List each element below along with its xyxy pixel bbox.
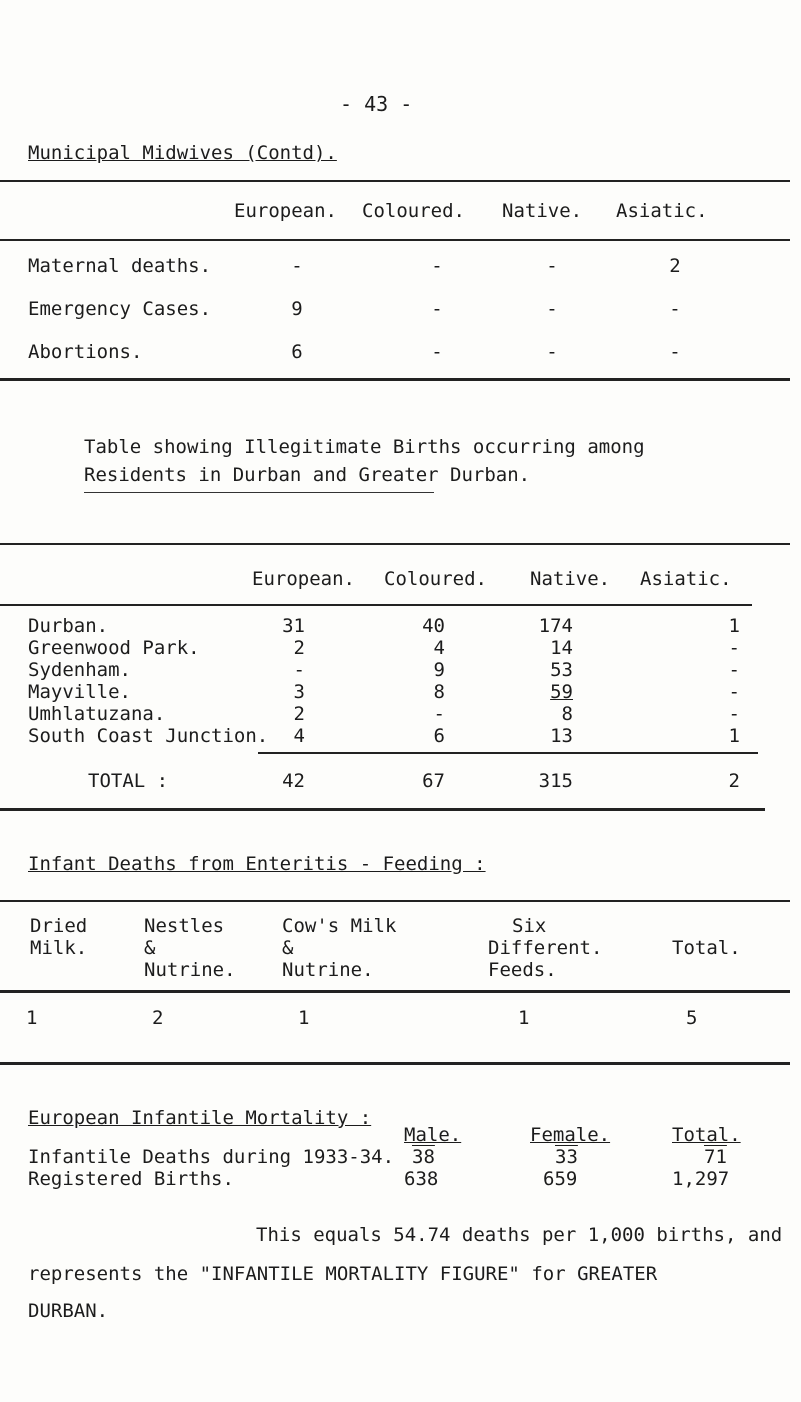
divider xyxy=(0,604,752,606)
cell: 5 xyxy=(686,1007,698,1029)
row-label: Greenwood Park. xyxy=(28,637,200,659)
cell: - xyxy=(431,298,443,320)
midwives-col-native: Native. xyxy=(502,200,583,222)
cell: - xyxy=(546,255,558,277)
col-dried-milk: Dried Milk. xyxy=(30,915,88,959)
cell: 6 xyxy=(433,725,445,747)
cell: 59 xyxy=(550,681,573,703)
cell: 174 xyxy=(538,615,573,637)
midwives-col-asiatic: Asiatic. xyxy=(616,200,708,222)
divider xyxy=(0,990,790,993)
cell: - xyxy=(728,659,740,681)
cell: 2 xyxy=(728,770,740,792)
closing-line-3: DURBAN. xyxy=(28,1300,109,1322)
cell: 1 xyxy=(26,1007,38,1029)
cell: 71 xyxy=(704,1146,727,1168)
cell: - xyxy=(546,341,558,363)
cell: - xyxy=(728,681,740,703)
closing-line-2: represents the "INFANTILE MORTALITY FIGURE" for GREATER xyxy=(28,1263,658,1285)
illegitimate-col-european: European. xyxy=(252,568,355,590)
cell: 42 xyxy=(282,770,305,792)
cell: 2 xyxy=(293,637,305,659)
cell: 1 xyxy=(518,1007,530,1029)
divider xyxy=(0,239,790,241)
cell: 3 xyxy=(293,681,305,703)
mortality-col-male: Male. xyxy=(404,1124,462,1146)
cell: 2 xyxy=(669,255,681,277)
cell: - xyxy=(728,637,740,659)
cell: - xyxy=(433,703,445,725)
cell: 2 xyxy=(152,1007,164,1029)
cell: - xyxy=(669,298,681,320)
row-label: Abortions. xyxy=(28,341,143,363)
cell: - xyxy=(291,255,303,277)
illegitimate-col-native: Native. xyxy=(530,568,611,590)
row-label: Sydenham. xyxy=(28,659,131,681)
illegitimate-col-coloured: Coloured. xyxy=(384,568,487,590)
cell: - xyxy=(293,659,305,681)
cell: - xyxy=(546,298,558,320)
cell: 13 xyxy=(550,725,573,747)
page-number: - 43 - xyxy=(340,92,413,116)
cell: 1,297 xyxy=(672,1168,730,1190)
cell: - xyxy=(431,341,443,363)
illegitimate-col-asiatic: Asiatic. xyxy=(640,568,732,590)
cell: - xyxy=(669,341,681,363)
cell: 53 xyxy=(550,659,573,681)
midwives-col-coloured: Coloured. xyxy=(362,200,465,222)
row-label: Emergency Cases. xyxy=(28,298,212,320)
divider xyxy=(0,1062,790,1065)
cell: 40 xyxy=(422,615,445,637)
totals-underline xyxy=(258,752,758,754)
cell: 67 xyxy=(422,770,445,792)
midwives-heading: Municipal Midwives (Contd). xyxy=(28,142,337,164)
col-total: Total. xyxy=(672,937,741,959)
midwives-col-european: European. xyxy=(234,200,337,222)
mortality-col-total: Total. xyxy=(672,1124,741,1146)
col-cows-milk-nutrine: Cow's Milk & Nutrine. xyxy=(282,915,397,981)
cell: 9 xyxy=(433,659,445,681)
cell: 8 xyxy=(433,681,445,703)
divider xyxy=(0,900,790,902)
cell: 6 xyxy=(291,341,303,363)
cell: 659 xyxy=(543,1168,578,1190)
enteritis-heading: Infant Deaths from Enteritis - Feeding : xyxy=(28,853,486,875)
cell: 33 xyxy=(555,1146,578,1168)
mortality-col-female: Female. xyxy=(530,1124,611,1146)
row-label: Registered Births. xyxy=(28,1168,234,1190)
cell: 38 xyxy=(412,1146,435,1168)
row-label: South Coast Junction. xyxy=(28,725,269,747)
divider xyxy=(0,378,790,381)
title-underline xyxy=(84,492,434,493)
cell: - xyxy=(431,255,443,277)
col-nestles-nutrine: Nestles & Nutrine. xyxy=(144,915,236,981)
divider xyxy=(0,808,765,811)
cell: 1 xyxy=(728,615,740,637)
cell: 1 xyxy=(298,1007,310,1029)
row-label: Umhlatuzana. xyxy=(28,703,166,725)
row-label: Durban. xyxy=(28,615,109,637)
row-label: Maternal deaths. xyxy=(28,255,212,277)
closing-line-1: This equals 54.74 deaths per 1,000 births, and xyxy=(256,1224,783,1246)
cell: 4 xyxy=(433,637,445,659)
cell: 8 xyxy=(561,703,573,725)
mortality-heading: European Infantile Mortality : xyxy=(28,1107,372,1129)
cell: 638 xyxy=(404,1168,439,1190)
illegitimate-title-line1: Table showing Illegitimate Births occurring among xyxy=(84,436,645,458)
col-six-different-feeds: Six Different. Feeds. xyxy=(488,915,603,981)
cell: 14 xyxy=(550,637,573,659)
divider xyxy=(0,180,790,182)
cell: 4 xyxy=(293,725,305,747)
cell: 2 xyxy=(293,703,305,725)
divider xyxy=(0,543,790,545)
cell: 31 xyxy=(282,615,305,637)
cell: 1 xyxy=(728,725,740,747)
cell: - xyxy=(728,703,740,725)
cell: 315 xyxy=(538,770,573,792)
row-label: Mayville. xyxy=(28,681,131,703)
cell: 9 xyxy=(291,298,303,320)
row-label: Infantile Deaths during 1933-34. xyxy=(28,1146,395,1168)
total-label: TOTAL : xyxy=(88,770,169,792)
illegitimate-title-line2: Residents in Durban and Greater Durban. xyxy=(84,464,531,486)
